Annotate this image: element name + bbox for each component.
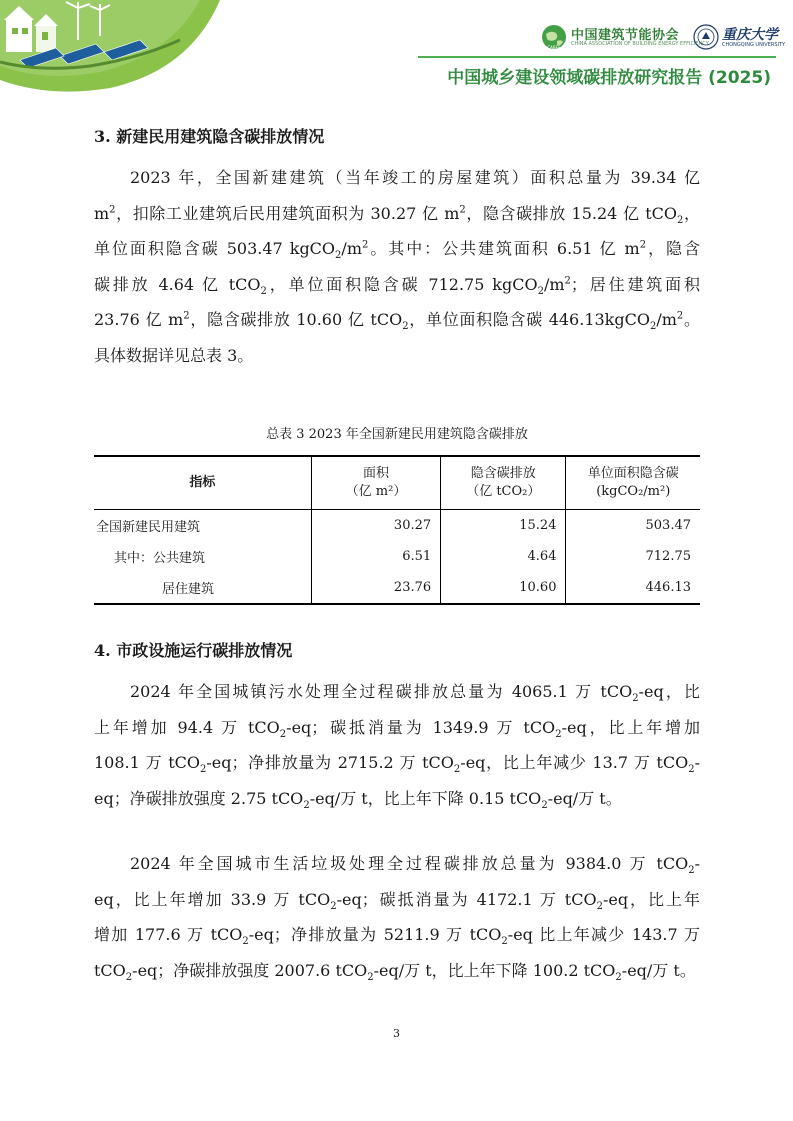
text-line: 108.1 万 tCO$_2$-eq；净排放量为 2715.2 万 tCO$_2$-eq，比上年减少 13.7 万 tCO$_2$-	[94, 753, 700, 776]
text-line: tCO$_2$-eq；净碳排放强度 2007.6 tCO$_2$-eq/万 t，比上年下降 100.2 tCO$_2$-eq/万 t。	[94, 960, 696, 983]
row-label: 其中：公共建筑	[114, 551, 206, 566]
org2-name-cn: 重庆大学	[722, 27, 778, 43]
row-intensity: 712.75	[566, 541, 700, 572]
text-line: 2024 年全国城市生活垃圾处理全过程碳排放总量为 9384.0 万 tCO$_2$-	[130, 854, 700, 877]
report-title: 中国城乡建设领域碳排放研究报告 (2025)	[447, 68, 771, 88]
text-line: 单位面积隐含碳 503.47 $kgCO_2/m^2$。其中：公共建筑面积 6.51 亿 $m^2$，隐含	[94, 239, 700, 262]
table-caption: 总表 3 2023 年全国新建民用建筑隐含碳排放	[266, 427, 528, 442]
embodied-carbon-table	[94, 455, 700, 605]
row-area: 23.76	[311, 572, 440, 604]
org1-name-en: CHINA ASSOCIATION OF BUILDING ENERGY EFFICIENCY	[571, 41, 709, 47]
university-seal-icon	[693, 24, 719, 50]
row-label: 居住建筑	[162, 582, 215, 597]
org1-name-cn: 中国建筑节能协会	[571, 28, 680, 43]
table-row	[94, 541, 700, 572]
text-line: 上年增加 94.4 万 tCO$_2$-eq；碳抵消量为 1349.9 万 tCO$_2$-eq，比上年增加	[94, 717, 701, 740]
section4-paragraph-wastewater	[94, 674, 700, 816]
cqu-logo	[693, 24, 786, 52]
row-label: 全国新建民用建筑	[96, 520, 201, 535]
cabee-logo	[541, 24, 709, 52]
text-line: 2024 年全国城镇污水处理全过程碳排放总量为 4065.1 万 tCO$_2$-eq，比	[130, 682, 700, 705]
text-line: eq；净碳排放强度 2.75 tCO$_2$-eq/万 t，比上年下降 0.15 tCO$_2$-eq/万 t。	[94, 788, 622, 811]
row-intensity: 446.13	[566, 572, 700, 604]
text-line: 具体数据详见总表 3。	[94, 345, 254, 365]
svg-text:CABEE: CABEE	[547, 45, 561, 50]
text-line: 2023 年，全国新建建筑（当年竣工的房屋建筑）面积总量为 39.34 亿	[130, 168, 700, 187]
row-area: 6.51	[311, 541, 440, 572]
section4-heading: 4. 市政设施运行碳排放情况	[94, 641, 293, 660]
table-header-row	[94, 456, 700, 510]
page-number: 3	[393, 1027, 400, 1040]
org2-name-en: CHONGQING UNIVERSITY	[722, 42, 786, 48]
header-indicator: 指标	[94, 456, 311, 510]
text-line: 23.76 亿 $m^2$，隐含碳排放 10.60 亿 tCO$_2$，单位面积隐含碳 $446.13kgCO_2/m^2$。	[94, 310, 700, 333]
section4-paragraph-waste	[94, 846, 700, 988]
header-area: 面积 （亿 m²）	[311, 456, 440, 510]
header-intensity: 单位面积隐含碳 (kgCO₂/m²)	[566, 456, 700, 510]
section3-paragraph	[94, 160, 700, 373]
table-row	[94, 510, 700, 542]
text-line: 增加 177.6 万 tCO$_2$-eq；净排放量为 5211.9 万 tCO$_2$-eq 比上年减少 143.7 万	[94, 925, 700, 948]
row-carbon: 10.60	[441, 572, 566, 604]
cabee-globe-icon	[541, 24, 567, 50]
table-row	[94, 572, 700, 604]
row-carbon: 4.64	[441, 541, 566, 572]
row-intensity: 503.47	[566, 510, 700, 542]
text-line: $m^2$，扣除工业建筑后民用建筑面积为 30.27 亿 $m^2$，隐含碳排放 15.24 亿 tCO$_2$，	[94, 203, 700, 226]
header-illustration	[0, 0, 260, 95]
row-carbon: 15.24	[441, 510, 566, 542]
header-carbon: 隐含碳排放 （亿 tCO₂）	[441, 456, 566, 510]
text-line: eq，比上年增加 33.9 万 tCO$_2$-eq；碳抵消量为 4172.1 万 tCO$_2$-eq，比上年	[94, 889, 700, 912]
section3-heading: 3. 新建民用建筑隐含碳排放情况	[94, 127, 325, 146]
row-area: 30.27	[311, 510, 440, 542]
text-line: 碳排放 4.64 亿 tCO$_2$，单位面积隐含碳 712.75 $kgCO_2/m^2$；居住建筑面积	[94, 274, 700, 297]
header-divider	[418, 56, 776, 58]
